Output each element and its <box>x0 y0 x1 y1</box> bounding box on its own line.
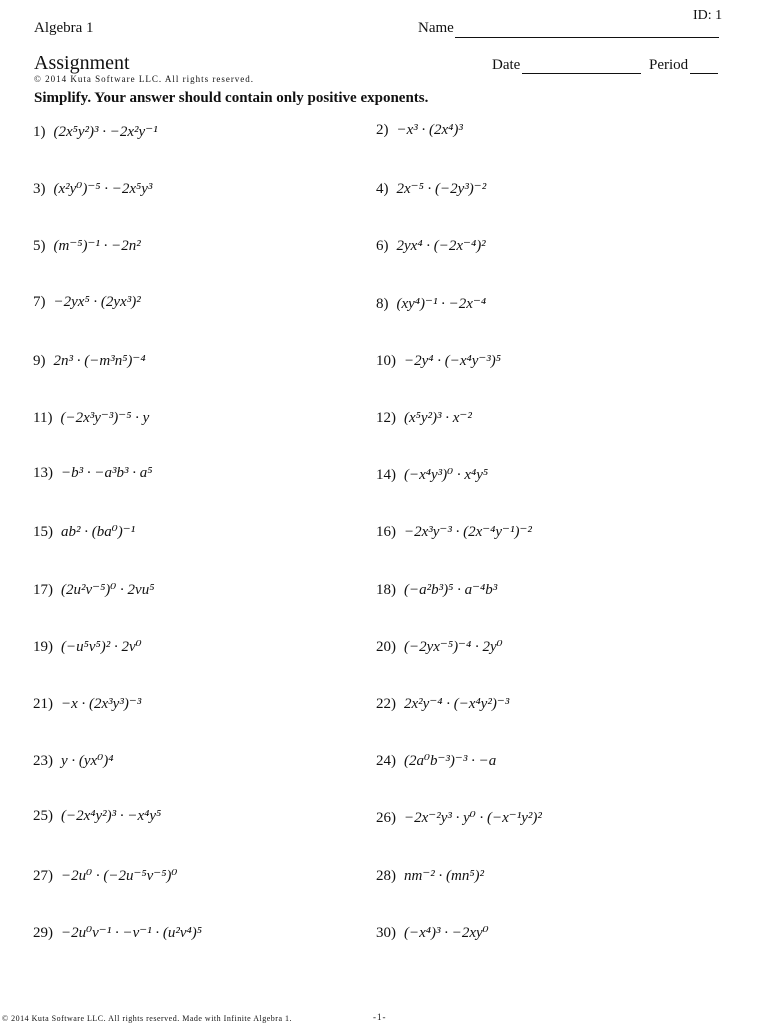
problem-number: 27) <box>33 868 53 884</box>
problem-number: 25) <box>33 808 53 824</box>
problem-number: 3) <box>33 181 46 197</box>
problem-number: 19) <box>33 639 53 655</box>
problem-item <box>376 465 488 484</box>
problem-expression: −x · (2x³y³)⁻³ <box>61 696 142 712</box>
problem-number: 10) <box>376 353 396 369</box>
problem-expression: −2yx⁵ · (2yx³)² <box>53 294 141 310</box>
problem-item <box>33 236 141 255</box>
problem-number: 4) <box>376 181 389 197</box>
problem-expression: (−2x⁴y²)³ · −x⁴y⁵ <box>61 808 162 824</box>
problem-item <box>33 465 152 482</box>
problem-item <box>376 122 463 139</box>
problem-item <box>33 351 146 370</box>
problem-item <box>376 580 497 599</box>
problem-item <box>33 580 154 599</box>
problem-expression: (−a²b³)⁵ · a⁻⁴b³ <box>404 582 498 598</box>
problem-number: 24) <box>376 753 396 769</box>
problem-item <box>33 179 152 198</box>
problem-expression: nm⁻² · (mn⁵)² <box>404 868 485 884</box>
problem-item <box>376 294 486 313</box>
problem-expression: −x³ · (2x⁴)³ <box>396 122 463 138</box>
problem-number: 18) <box>376 582 396 598</box>
problem-expression: (x⁵y²)³ · x⁻² <box>404 410 472 426</box>
problem-item <box>376 351 501 370</box>
instructions: Simplify. Your answer should contain only positive exponents. <box>34 90 429 106</box>
problem-number: 9) <box>33 353 46 369</box>
course-name: Algebra 1 <box>34 20 94 36</box>
problem-item <box>33 923 202 942</box>
problem-item <box>376 236 486 255</box>
problem-expression: 2x²y⁻⁴ · (−x⁴y²)⁻³ <box>404 696 510 712</box>
page-title: Assignment <box>34 52 130 74</box>
problem-item <box>33 294 141 311</box>
problem-number: 8) <box>376 296 389 312</box>
problem-item <box>376 408 472 427</box>
problem-number: 26) <box>376 810 396 826</box>
date-blank-line <box>522 73 641 74</box>
problem-expression: (2a⁰b⁻³)⁻³ · −a <box>404 753 497 769</box>
problem-item <box>33 866 177 885</box>
problem-number: 14) <box>376 467 396 483</box>
problem-item <box>33 637 142 656</box>
problem-number: 23) <box>33 753 53 769</box>
problem-expression: (−x⁴)³ · −2xy⁰ <box>404 925 489 941</box>
problem-number: 28) <box>376 868 396 884</box>
date-label: Date <box>492 57 521 73</box>
problem-expression: −2x³y⁻³ · (2x⁻⁴y⁻¹)⁻² <box>404 524 532 540</box>
copyright-notice: © 2014 Kuta Software LLC. All rights reserved. <box>34 74 255 84</box>
problem-expression: 2n³ · (−m³n⁵)⁻⁴ <box>53 353 146 369</box>
problem-item <box>33 408 149 427</box>
problem-number: 6) <box>376 238 389 254</box>
problem-expression: (xy⁴)⁻¹ · −2x⁻⁴ <box>396 296 487 312</box>
problem-item <box>376 694 509 713</box>
problem-item <box>376 637 503 656</box>
footer-copyright: © 2014 Kuta Software LLC. All rights reserved. Made with Infinite Algebra 1. <box>2 1014 293 1023</box>
problem-expression: ab² · (ba⁰)⁻¹ <box>61 524 136 540</box>
problem-expression: (2u²v⁻⁵)⁰ · 2vu⁵ <box>61 582 155 598</box>
problem-item <box>376 923 489 942</box>
problem-item <box>33 122 158 141</box>
problem-number: 17) <box>33 582 53 598</box>
problem-item <box>376 866 484 885</box>
problem-number: 16) <box>376 524 396 540</box>
problem-expression: (x²y⁰)⁻⁵ · −2x⁵y³ <box>53 181 153 197</box>
problem-expression: −2x⁻²y³ · y⁰ · (−x⁻¹y²)² <box>404 810 542 826</box>
page-number: -1- <box>373 1012 387 1022</box>
problem-expression: y · (yx⁰)⁴ <box>61 753 114 769</box>
problem-item <box>33 694 141 713</box>
problem-number: 22) <box>376 696 396 712</box>
problem-item <box>376 522 532 541</box>
problem-item <box>376 179 486 198</box>
problem-item <box>33 808 161 825</box>
period-blank-line <box>690 73 718 74</box>
worksheet-id: ID: 1 <box>693 8 723 23</box>
problem-expression: (m⁻⁵)⁻¹ · −2n² <box>53 238 141 254</box>
problem-number: 13) <box>33 465 53 481</box>
problem-number: 7) <box>33 294 46 310</box>
problem-number: 21) <box>33 696 53 712</box>
problem-item <box>376 808 542 827</box>
period-label: Period <box>649 57 689 73</box>
problem-item <box>33 522 135 541</box>
problem-expression: (−2yx⁻⁵)⁻⁴ · 2y⁰ <box>404 639 503 655</box>
problem-expression: −b³ · −a³b³ · a⁵ <box>61 465 153 481</box>
problem-number: 30) <box>376 925 396 941</box>
problem-number: 11) <box>33 410 53 426</box>
problem-expression: −2y⁴ · (−x⁴y⁻³)⁵ <box>404 353 502 369</box>
problem-expression: −2u⁰v⁻¹ · −v⁻¹ · (u²v⁴)⁵ <box>61 925 202 941</box>
problem-expression: 2x⁻⁵ · (−2y³)⁻² <box>396 181 487 197</box>
problem-number: 5) <box>33 238 46 254</box>
name-label: Name <box>418 20 454 36</box>
problem-expression: −2u⁰ · (−2u⁻⁵v⁻⁵)⁰ <box>61 868 178 884</box>
problem-item <box>376 751 496 770</box>
problem-expression: (2x⁵y²)³ · −2x²y⁻¹ <box>53 124 158 140</box>
problem-item <box>33 751 113 770</box>
problem-number: 29) <box>33 925 53 941</box>
problem-number: 15) <box>33 524 53 540</box>
problem-number: 1) <box>33 124 46 140</box>
problem-expression: (−2x³y⁻³)⁻⁵ · y <box>60 410 150 426</box>
problem-number: 12) <box>376 410 396 426</box>
name-blank-line <box>455 37 719 38</box>
problem-expression: (−x⁴y³)⁰ · x⁴y⁵ <box>404 467 489 483</box>
problem-expression: (−u⁵v⁵)² · 2v⁰ <box>61 639 142 655</box>
problem-expression: 2yx⁴ · (−2x⁻⁴)² <box>396 238 486 254</box>
problem-number: 2) <box>376 122 389 138</box>
problem-number: 20) <box>376 639 396 655</box>
